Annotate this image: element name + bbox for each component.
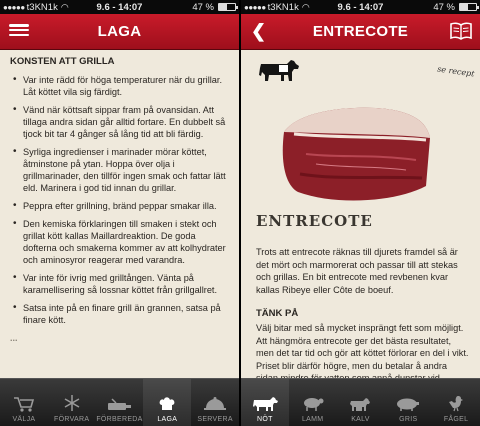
cloche-icon: [203, 396, 227, 412]
calf-icon: [349, 396, 371, 412]
wifi-icon: ◠: [60, 1, 69, 12]
tab-laga[interactable]: [143, 379, 191, 426]
tab-label: LAGA: [157, 416, 178, 423]
tab-bar: [241, 378, 480, 426]
tab-bar: [0, 378, 239, 426]
entrecote-image: [276, 94, 436, 212]
tab-lamm[interactable]: [289, 379, 337, 426]
recipe-book-icon[interactable]: [450, 21, 472, 46]
list-item: • Syrliga ingredienser i marinader mörar köttet, åtminstone på ytan. Hoppa över olja i grillmarinader, den tillför ingen smak och fattar lätt eld. Marinera i god tid innan du grillar.: [10, 146, 229, 194]
laga-screen: [0, 0, 239, 426]
list-item: • Den kemiska förklaringen till smaken i stekt och grillat kött kallas Maillardreaktion. De goda dofterna och smakerna kommer av att kolhydrater och aminosyror reagerar med varandra.: [10, 218, 229, 266]
carrier-name: t3KN1k: [267, 1, 299, 13]
tab-label: NÖT: [257, 416, 273, 423]
list-item: • Var inte för ivrig med grilltången. Vänta på karamellisering så lossnar köttet från grillgallret.: [10, 272, 229, 296]
cut-title: ENTRECOTE: [256, 212, 373, 230]
tab-forvara[interactable]: [48, 379, 96, 426]
tab-label: GRIS: [399, 416, 418, 423]
list-item: • Peppra efter grillning, bränd peppar smakar illa.: [10, 200, 229, 212]
tab-label: FÖRBEREDA: [96, 416, 143, 423]
menu-icon[interactable]: [9, 22, 29, 38]
see-recipe-link[interactable]: se recept: [436, 64, 475, 79]
battery-icon: [459, 3, 477, 11]
section-heading: KONSTEN ATT GRILLA: [10, 56, 115, 67]
tips-text: Välj bitar med så mycket insprängt fett som möjligt. Att hängmöra entrecote ger det bästa resultatet, men det tar tid och gör att köttet förlorar en del i vikt. Priset blir därför högre, men du betalar å andra: [256, 323, 469, 371]
list-item: • Satsa inte på en finare grill än grannen, satsa på finare kött.: [10, 302, 229, 326]
tips-list: [10, 74, 229, 326]
cow-icon: [252, 396, 278, 412]
snowflake-icon: [63, 394, 81, 412]
tab-label: LAMM: [301, 416, 324, 423]
carrier-name: t3KN1k: [26, 1, 58, 13]
nav-bar: [0, 14, 239, 50]
tab-label: FÅGEL: [443, 416, 469, 423]
tab-gris[interactable]: [384, 379, 432, 426]
tab-label: KALV: [351, 416, 370, 423]
wifi-icon: ◠: [301, 1, 310, 12]
tab-not[interactable]: [241, 379, 289, 426]
tab-fagel[interactable]: [432, 379, 480, 426]
tab-label: VÄLJA: [12, 416, 36, 423]
tab-label: FÖRVARA: [54, 416, 90, 423]
cart-icon: [13, 396, 35, 412]
back-icon[interactable]: ❮: [251, 21, 267, 41]
clock: 9.6 - 14:07: [337, 1, 384, 13]
signal-icon: ●●●●●: [244, 2, 266, 12]
tab-kalv[interactable]: [337, 379, 385, 426]
battery-percent: 47 %: [192, 1, 214, 13]
list-item: • Var inte rädd för höga temperaturer när du grillar. Låt köttet vila sig färdigt.: [10, 74, 229, 98]
tab-servera[interactable]: [191, 379, 239, 426]
pig-icon: [395, 396, 421, 412]
sheep-icon: [302, 396, 324, 412]
list-item: • Vänd när köttsaft sippar fram på ovansidan. Att tillaga andra sidan går alltid fortare. En dubbelt så tjock bit tar 4 gånger så lång tid att bli färdig.: [10, 104, 229, 140]
tips-heading: TÄNK PÅ: [256, 308, 299, 319]
battery-percent: 47 %: [433, 1, 455, 13]
page-title: ENTRECOTE: [312, 23, 409, 40]
status-bar: [241, 0, 480, 14]
tab-forbereda[interactable]: [96, 379, 144, 426]
page-title: LAGA: [97, 23, 142, 40]
next-heading-cutoff: ...: [10, 333, 18, 343]
chef-hat-icon: [159, 394, 175, 412]
cutting-board-icon: [106, 398, 132, 412]
signal-icon: ●●●●●: [3, 2, 25, 12]
chicken-icon: [447, 394, 465, 412]
clock: 9.6 - 14:07: [96, 1, 143, 13]
nav-bar: [241, 14, 480, 50]
tab-valja[interactable]: [0, 379, 48, 426]
cow-icon: [257, 56, 301, 86]
tab-label: SERVERA: [197, 416, 233, 423]
status-bar: [0, 0, 239, 14]
grilling-tips[interactable]: [0, 50, 239, 378]
entrecote-screen: [241, 0, 480, 426]
battery-icon: [218, 3, 236, 11]
cut-detail[interactable]: [241, 50, 480, 378]
cut-description: Trots att entrecote räknas till djurets framdel så är det mört och marmorerat och passar till att stekas och grillas. En bit entrecote med revbenen kvar kallas Ribeye eller Côte de boeuf.: [256, 247, 458, 295]
